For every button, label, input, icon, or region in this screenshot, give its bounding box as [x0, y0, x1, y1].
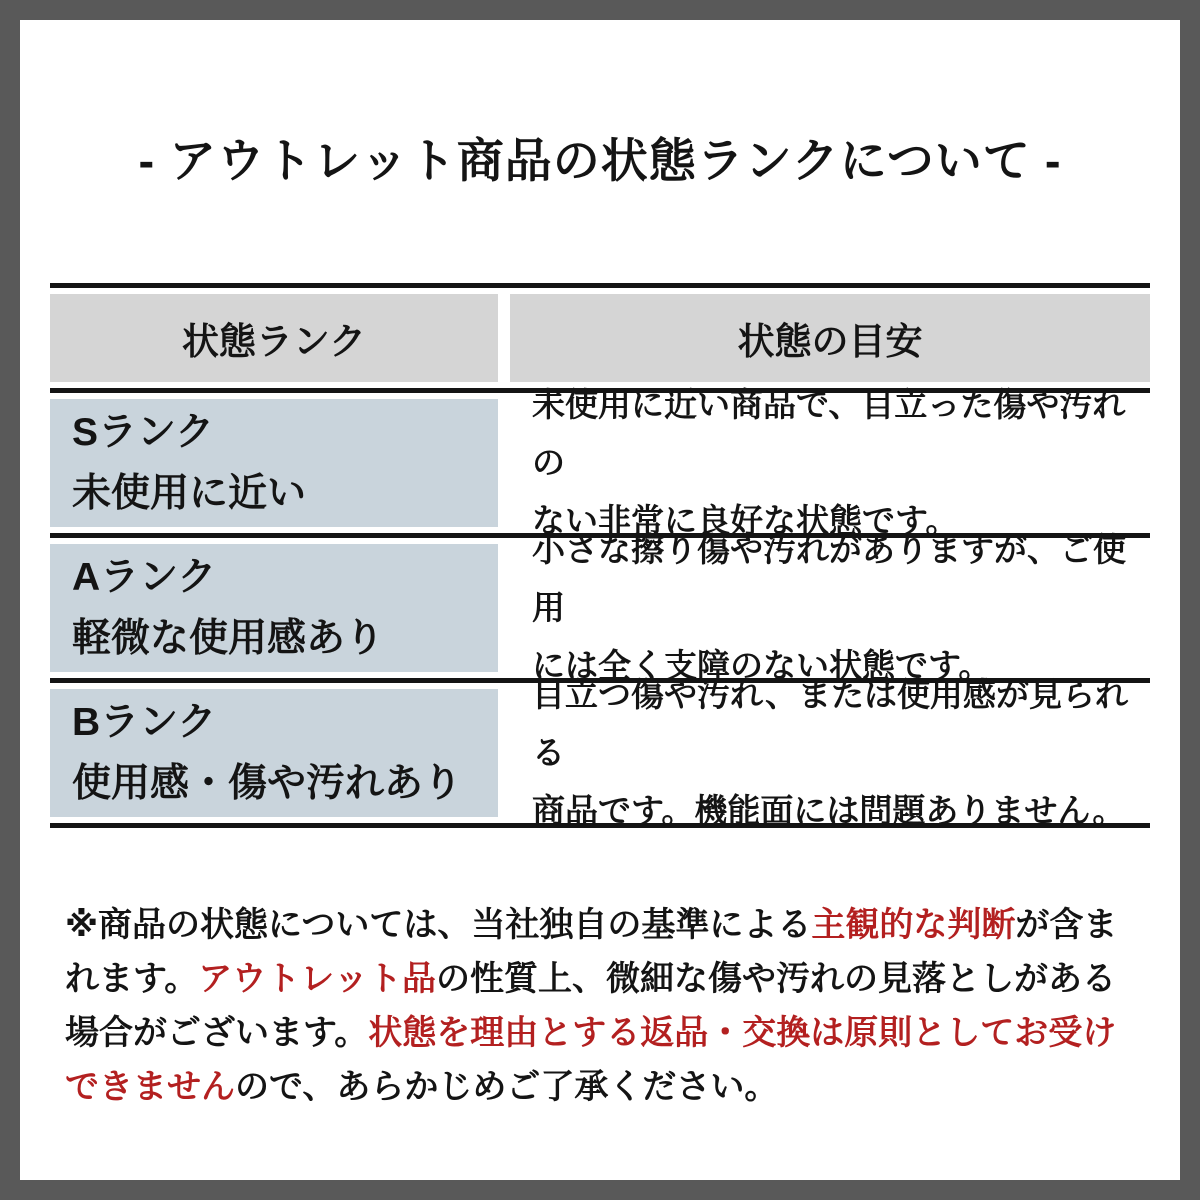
page-title: - アウトレット商品の状態ランクについて - — [138, 134, 1062, 187]
footnote-segment: ので、あらかじめご了承ください。 — [235, 1068, 779, 1106]
condition-rank-table — [50, 283, 1150, 828]
rank-subtitle: 未使用に近い — [72, 472, 307, 515]
description-line: には全く支障のない状態です。 — [532, 647, 992, 684]
description-cell — [510, 386, 1150, 539]
footnote-emphasis: アウトレット品 — [198, 960, 436, 998]
description-line: 目立つ傷や汚れ、または使用感が見られる — [532, 676, 1128, 771]
table-row-rank-b — [50, 676, 1150, 829]
rank-name: Sランク — [72, 411, 215, 454]
footnote-emphasis: 主観的な判断 — [811, 906, 1016, 944]
rank-cell — [50, 544, 498, 672]
rank-name: Bランク — [72, 701, 217, 744]
footnote — [65, 898, 1135, 1114]
description-line: 未使用に近い商品で、目立った傷や汚れの — [532, 386, 1126, 481]
footnote-emphasis: 状態を理由とする返品・交換は原則としてお受けできません — [65, 1014, 1117, 1106]
footnote-segment: ※商品の状態については、当社独自の基準による — [65, 906, 812, 944]
header-cell-guideline: 状態の目安 — [510, 294, 1150, 382]
rank-cell — [50, 689, 498, 817]
table-row-rank-a — [50, 531, 1150, 684]
description-line: 小さな擦り傷や汚れがありますが、ご使用 — [532, 531, 1126, 626]
footnote-segment: の性質上、微細な傷や汚れの見落としがある場合がございます。 — [65, 960, 1116, 1052]
description-line: ない非常に良好な状態です。 — [532, 502, 959, 539]
table-header-row — [50, 288, 1150, 388]
rank-name: Aランク — [72, 556, 217, 599]
rank-subtitle: 使用感・傷や汚れあり — [72, 762, 463, 805]
footnote-segment: が含まれます。 — [65, 906, 1118, 998]
page — [20, 20, 1180, 1180]
description-cell — [510, 531, 1150, 684]
table-row-rank-s — [50, 386, 1150, 539]
rank-cell — [50, 399, 498, 527]
description-line: 商品です。機能面には問題ありません。 — [532, 792, 1126, 829]
rank-subtitle: 軽微な使用感あり — [72, 617, 385, 660]
description-cell — [510, 676, 1150, 829]
header-cell-rank: 状態ランク — [50, 294, 498, 382]
